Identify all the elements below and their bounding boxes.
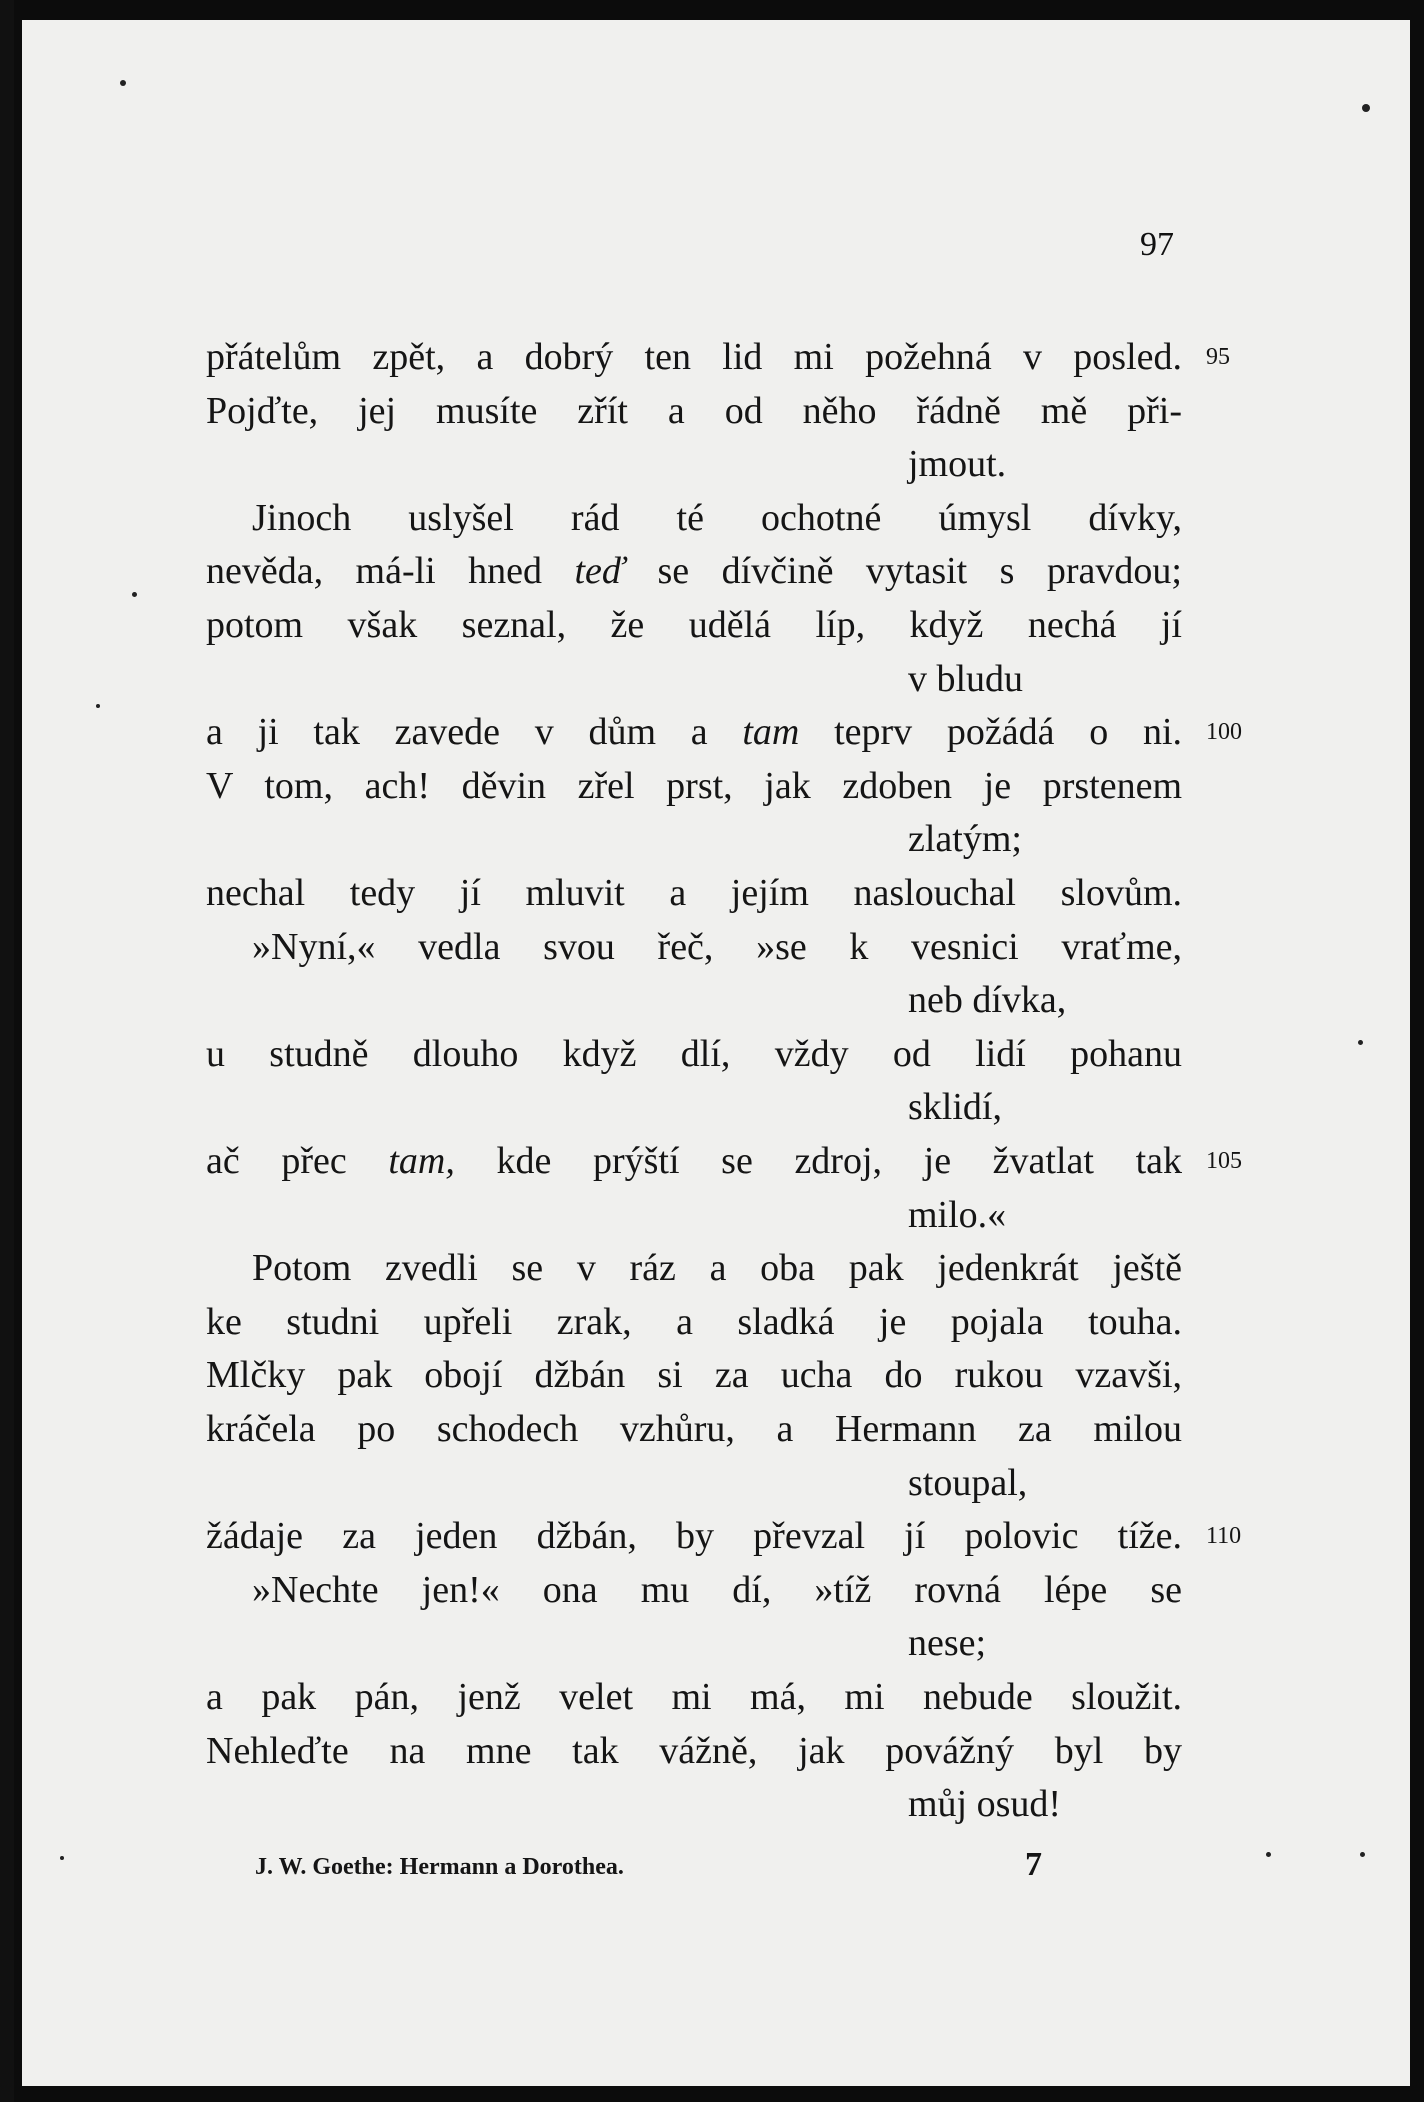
verse-line: Mlčky pak obojí džbán si za ucha do rukou vzavši, bbox=[206, 1354, 1182, 1397]
line-number: 95 bbox=[1206, 344, 1230, 370]
verse-line: potom však seznal, že udělá líp, když nechá jí bbox=[206, 604, 1182, 646]
scan-left-edge bbox=[0, 0, 14, 2102]
verse-continuation: neb dívka, bbox=[908, 979, 1067, 1022]
verse-continuation: můj osud! bbox=[908, 1783, 1062, 1826]
verse-line: V tom, ach! děvin zřel prst, jak zdoben je prstenem bbox=[206, 764, 1182, 807]
scan-speck bbox=[60, 1856, 64, 1860]
verse-continuation: v bludu bbox=[908, 657, 1024, 700]
scan-speck bbox=[96, 704, 100, 708]
line-number: 110 bbox=[1206, 1523, 1242, 1550]
verse-continuation: stoupal, bbox=[908, 1461, 1028, 1504]
emphasized-word: teď bbox=[574, 550, 626, 593]
verse-line: »Nyní,« vedla svou řeč, »se k vesnici vraťme, bbox=[252, 925, 1182, 968]
verse-line: a pak pán, jenž velet mi má, mi nebude sloužit. bbox=[206, 1676, 1182, 1718]
verse-line: žádaje za jeden džbán, by převzal jí polovic tíže. bbox=[206, 1515, 1182, 1558]
scan-speck bbox=[1358, 1040, 1363, 1045]
emphasized-word: tam, bbox=[388, 1140, 455, 1182]
scan-speck bbox=[120, 80, 126, 86]
verse-line: »Nechte jen!« ona mu dí, »tíž rovná lépe se bbox=[252, 1568, 1182, 1611]
verse-continuation: nese; bbox=[908, 1622, 987, 1665]
page-number: 97 bbox=[1140, 226, 1174, 263]
verse-line: kráčela po schodech vzhůru, a Hermann za milou bbox=[206, 1408, 1182, 1450]
footer-title: J. W. Goethe: Hermann a Dorothea. bbox=[255, 1854, 624, 1880]
footer-signature-mark: 7 bbox=[1025, 1846, 1042, 1883]
verse-line: Jinoch uslyšel rád té ochotné úmysl dívky, bbox=[252, 496, 1182, 539]
verse-line: Pojďte, jej musíte zřít a od něho řádně mě při- bbox=[206, 389, 1182, 432]
verse-line: Potom zvedli se v ráz a oba pak jedenkrát ještě bbox=[252, 1247, 1182, 1290]
scan-speck bbox=[132, 592, 137, 597]
verse-continuation: jmout. bbox=[908, 443, 1007, 486]
verse-line: nechal tedy jí mluvit a jejím naslouchal slovům. bbox=[206, 872, 1182, 914]
verse-line: přátelům zpět, a dobrý ten lid mi požehná v posled. bbox=[206, 336, 1182, 378]
verse-line: a ji tak zavede v dům a tam teprv požádá o ni. bbox=[206, 711, 1183, 754]
verse-line: nevěda, má-li hned teď se dívčině vytasit s pravdou; bbox=[206, 550, 1182, 593]
emphasized-word: tam bbox=[742, 711, 800, 754]
scan-speck bbox=[1266, 1852, 1271, 1857]
verse-line: ač přec tam, kde prýští se zdroj, je žvatlat tak bbox=[206, 1140, 1183, 1182]
verse-continuation: sklidí, bbox=[908, 1086, 1002, 1129]
scan-speck bbox=[1360, 1852, 1365, 1857]
verse-continuation: zlatým; bbox=[908, 818, 1022, 861]
line-number: 105 bbox=[1206, 1148, 1242, 1174]
verse-continuation: milo.« bbox=[908, 1193, 1007, 1236]
scan-speck bbox=[1362, 104, 1370, 112]
line-number: 100 bbox=[1206, 719, 1242, 746]
verse-line: Nehleďte na mne tak vážně, jak povážný byl by bbox=[206, 1729, 1182, 1772]
verse-line: ke studni upřeli zrak, a sladká je pojala touha. bbox=[206, 1300, 1182, 1343]
verse-line: u studně dlouho když dlí, vždy od lidí pohanu bbox=[206, 1032, 1182, 1075]
